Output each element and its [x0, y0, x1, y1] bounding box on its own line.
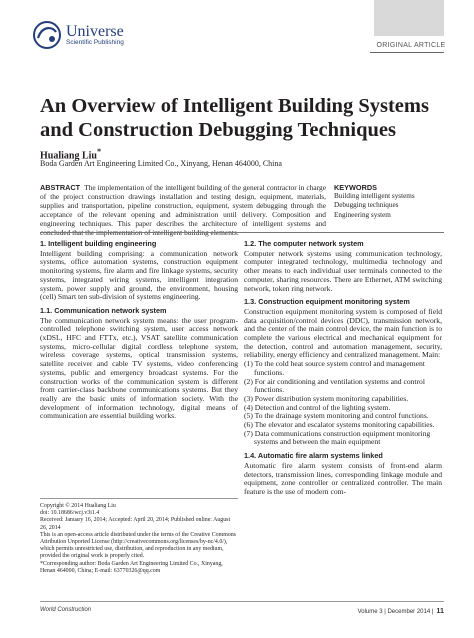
article-type: ORIGINAL ARTICLE	[376, 42, 446, 49]
section-text: The communication network system means: the user program-controlled telephone switching system, user access network (xDSL, HFC and FTTx, etc.), VSAT satellite communication systems, micro-cellular digital cordless telephone system, wireless coverage systems, optical transmission systems, satellite receiver and cable TV systems, video conferencing systems, public and emergency broadcast systems. For the construction works of the communication system is different from carrier-class backbone communications systems. But they really are the basic units of information society. With the development of information technology, digital means of communication are essential building works.	[40, 315, 238, 421]
license-text: This is an open-access article distributed under the terms of the Creative Commons Attribution Unported License (http://creativecommons.org/licenses/by-nc/4.0/), which permits unrestricted use, distribution, and reproduction in any medium, provided the original work is properly cited.	[40, 531, 236, 560]
keywords-heading: KEYWORDS	[334, 183, 377, 192]
dates-line: Received: January 16, 2014; Accepted: April 20, 2014; Published online: August 26, 2014	[40, 517, 231, 531]
list-item: (6) The elevator and escalator systems monitoring capabilities.	[244, 420, 435, 430]
list-item: (7) Data communications construction equipment monitoring systems and between the main equipment	[244, 428, 431, 447]
doi-link[interactable]: doi: 10.18686/wcj.v3i1.4	[40, 510, 100, 517]
list-item: (3) Power distribution system monitoring capabilities.	[244, 393, 409, 403]
corresponding-author: *Corresponding author: Boda Garden Art Engineering Limited Co., Xinyang, Henan 464000, China; E-mail: 63770326@qq.com	[40, 560, 223, 574]
article-title: An Overview of Intelligent Building Systems and Construction Debugging Techniques	[40, 95, 429, 141]
keyword-item: Debugging techniques	[334, 201, 399, 210]
section-heading: 1.4. Automatic fire alarm systems linked	[244, 451, 383, 461]
list-item: (5) To the drainage system monitoring and control functions.	[244, 411, 429, 421]
abstract-text: The implementation of the intelligent building of the general contractor in charge of the project construction drawings installation and testing design, equipment, materials, supplies and transportation, pipeline construction, equipment, system debugging through the acceptance of the relevant opening and administration until delivery. Composition and engineering techniques. This paper describes the architecture of intelligent systems and	[40, 183, 326, 229]
keyword-item: Building intelligent systems	[334, 192, 415, 201]
affiliation: Boda Garden Art Engineering Limited Co., Xinyang, Henan 464000, China	[40, 159, 282, 168]
right-column	[244, 240, 442, 497]
footer-divider	[40, 601, 444, 602]
abstract-heading: ABSTRACT	[40, 183, 81, 192]
section-divider	[40, 232, 444, 233]
logo-subtitle: Scientific Publishing	[66, 38, 124, 46]
author-name: Hualiang Liu	[40, 150, 97, 162]
section-text: Computer network systems using communication technology, computer integrated technology, multimedia technology and other means to each individual user terminals connected to the computer, sharing resources. There are Ethernet, ATM switching network, token ring network.	[244, 248, 442, 293]
left-column	[40, 240, 238, 421]
section-heading: 1. Intelligent building engineering	[40, 239, 157, 248]
keyword-item: Engineering system	[334, 210, 391, 219]
abstract	[40, 183, 326, 238]
section-heading: 1.1. Communication network system	[40, 305, 167, 315]
publisher-logo	[32, 20, 124, 50]
copyright-divider	[40, 498, 238, 499]
list-item: (4) Detection and control of the lighting system.	[244, 402, 391, 412]
section-heading: 1.2. The computer network system	[244, 239, 364, 248]
issue-info	[358, 606, 444, 615]
journal-name: World Construction	[40, 607, 92, 613]
volume-info: Volume 3 | December 2014 |	[357, 609, 434, 615]
section-text: Automatic fire alarm system consists of front-end alarm detectors, transmission lines, corresponding linkage module and equipment, zone controller or centralized controller. The main feature is the use of modern com-	[244, 460, 442, 496]
logo-name: Universe	[66, 22, 124, 40]
header-band	[374, 0, 444, 36]
page-number: 11	[436, 606, 444, 615]
list-item: (1) To the cold heat source system control and management functions.	[244, 359, 425, 377]
header-divider	[370, 52, 444, 53]
copyright-line: Copyright © 2014 Hualiang Liu	[40, 503, 116, 509]
list-item: (2) For air conditioning and ventilation systems and control functions.	[244, 376, 425, 395]
section-text: Construction equipment monitoring system is composed of field data acquisition/control devices (DDC), transmission network, and the center of the main control device, the main function is to complete the various electrical and mechanical equipment for the detection, control and automation management, security, reliability, energy efficiency and centralized management. Main:	[244, 306, 442, 360]
author-mark: *	[96, 147, 102, 156]
publisher-logo-icon	[32, 20, 62, 50]
section-text: Intelligent building comprising: a communication network systems, office automation systems, construction equipment monitoring systems, fire alarm and fire linkage systems, security systems, integrated wiring systems, intelligent integration system, power supply and ground, the environment, housing (cell) Smart ten sub-division of systems engineering.	[40, 248, 238, 302]
keywords	[334, 183, 444, 220]
section-heading: 1.3. Construction equipment monitoring system	[244, 297, 410, 307]
copyright-block	[40, 503, 238, 575]
